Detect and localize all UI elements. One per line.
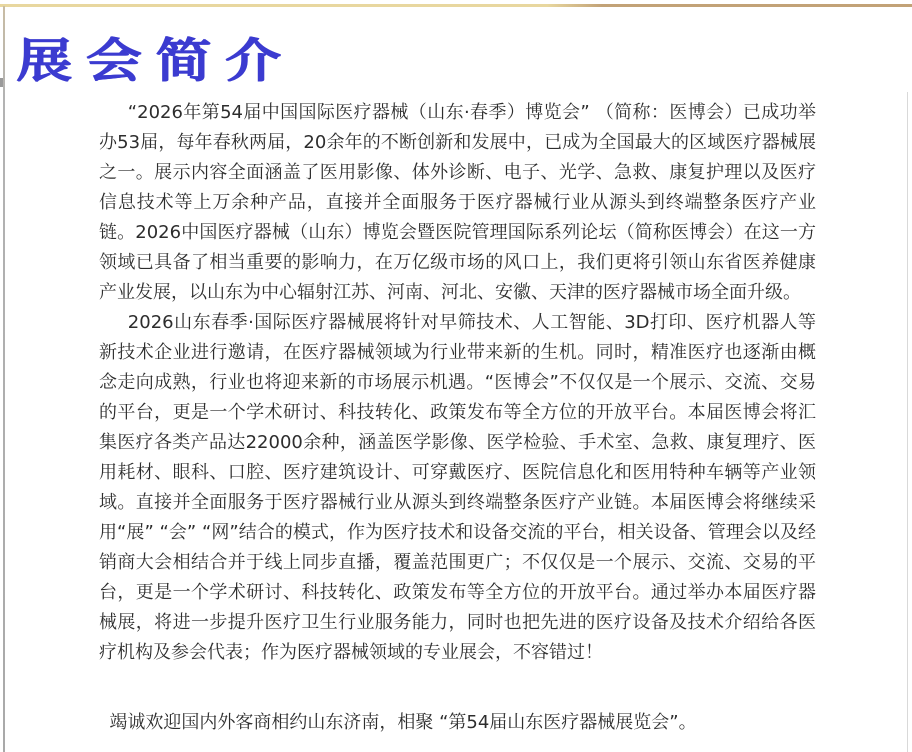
top-border-rule — [0, 4, 912, 7]
page-title: 展会简介 — [16, 34, 295, 89]
intro-paragraph-2: 2026山东春季·国际医疗器械展将针对早筛技术、人工智能、3D打印、医疗机器人等新技术企业进行邀请，在医疗器械领域为行业带来新的生机。同时，精准医疗也逐渐由概念走向成熟，行业也将迎来新的市场展示机遇。“医博会”不仅仅是一个展示、交流、交易的平台，更是一个学术研讨、科技转化、政策发布等全方位的开放平台。本届医博会将汇集医疗各类产品达22000余种，涵盖医学影像、医学检验、手术室、急救、康复理疗、医用耗材、眼科、口腔、医疗建筑设计、可穿戴医疗、医院信息化和医用特种车辆等产业领域。直接并全面服务于医疗器械行业从源头到终端整条医疗产业链。本届医博会将继续采用“展” “会” “网”结合的模式，作为医疗技术和设备交流的平台，相关设备、管理会以及经销商大会相结合并于线上同步直播，覆盖范围更广；不仅仅是一个展示、交流、交易的平台，更是一个学术研讨、科技转化、政策发布等全方位的开放平台。通过举办本届医疗器械展，将进一步提升医疗卫生行业服务能力，同时也把先进的医疗设备及技术介绍给各医疗机构及参会代表；作为医疗器械领域的专业展会，不容错过！ — [99, 312, 816, 663]
right-border-rule — [907, 92, 908, 752]
left-border-rule — [3, 6, 5, 752]
left-edge-notch — [0, 78, 3, 87]
intro-paragraph-1: “2026年第54届中国国际医疗器械（山东·春季）博览会” （简称：医博会）已成功举办53届，每年春秋两届，20余年的不断创新和发展中，已成为全国最大的区域医疗器械展之一。展示内容全面涵盖了医用影像、体外诊断、电子、光学、急救、康复护理以及医疗信息技术等上万余种产品，直接并全面服务于医疗器械行业从源头到终端整条医疗产业链。2026中国医疗器械（山东）博览会暨医院管理国际系列论坛（简称医博会）在这一方领域已具备了相当重要的影响力，在万亿级市场的风口上，我们更将引领山东省医养健康产业发展，以山东为中心辐射江苏、河南、河北、安徽、天津的医疗器械市场全面升级。 — [99, 102, 816, 303]
closing-line-container — [0, 708, 806, 734]
closing-invitation-line: 竭诚欢迎国内外客商相约山东济南，相聚 “第54届山东医疗器械展览会”。 — [109, 712, 697, 733]
intro-body — [99, 98, 816, 668]
